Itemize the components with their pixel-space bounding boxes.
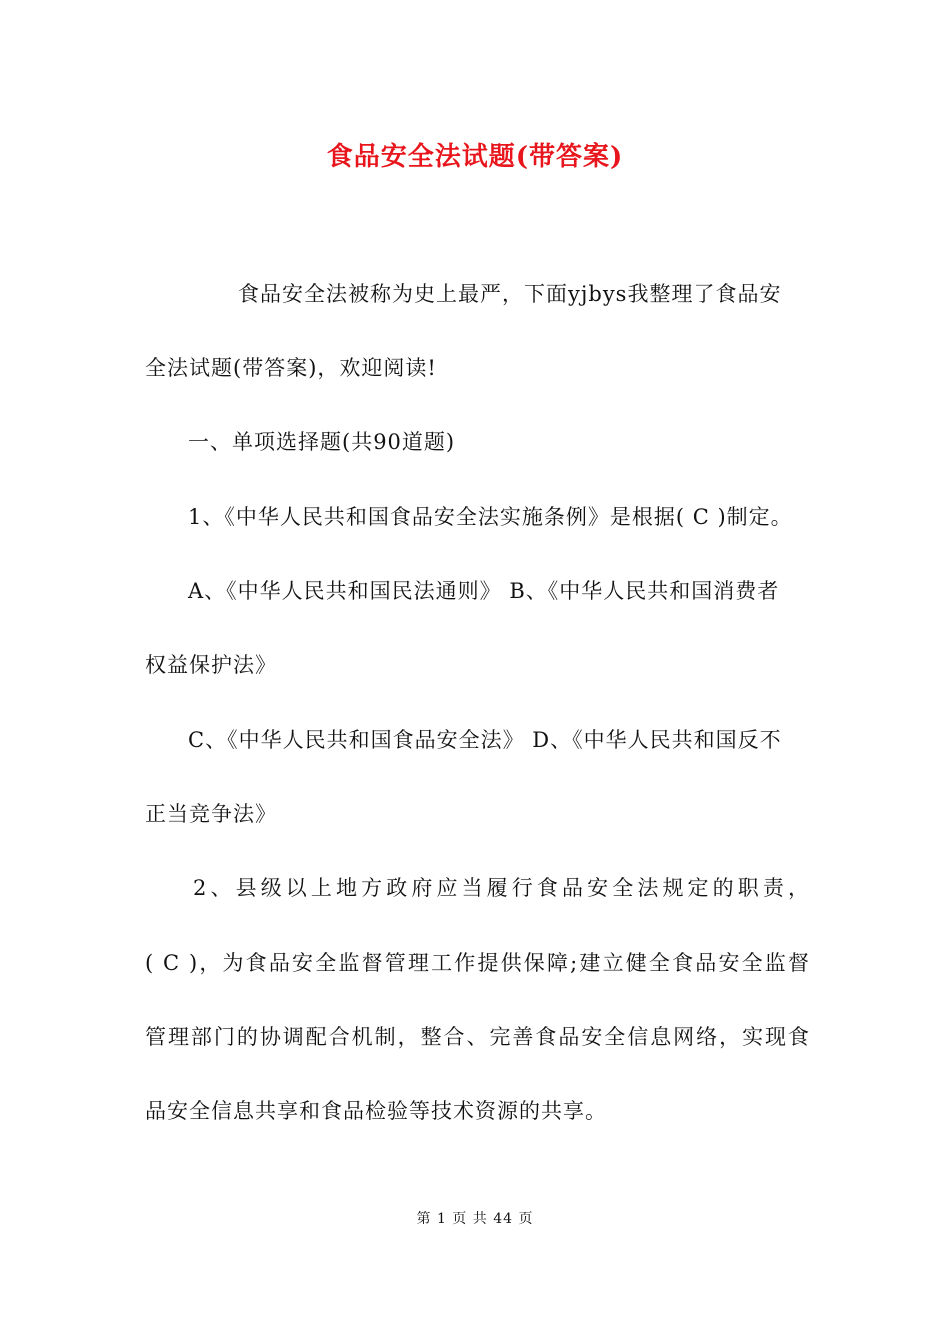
document-title: 食品安全法试题(带答案) [326,142,624,172]
question-text: 管理部门的协调配合机制，整合、完善食品安全信息网络，实现食 [145,1025,810,1049]
section-heading: 一、单项选择题(共90道题) [188,430,456,454]
question-text: ( C )，为食品安全监督管理工作提供保障;建立健全食品安全监督 [145,951,810,975]
answer-option-line: 权益保护法》 [145,653,277,677]
paragraph-line: 全法试题(带答案)，欢迎阅读! [145,356,437,380]
paragraph-line: 食品安全法被称为史上最严，下面yjbys我整理了食品安 [238,282,782,306]
question-text: 2、县级以上地方政府应当履行食品安全法规定的职责， [193,876,810,900]
answer-option-line: C、《中华人民共和国食品安全法》 D、《中华人民共和国反不 [188,728,782,752]
answer-option-line: A、《中华人民共和国民法通则》 B、《中华人民共和国消费者 [188,579,780,603]
question-text: 1、《中华人民共和国食品安全法实施条例》是根据( C )制定。 [188,505,793,529]
answer-option-line: 正当竞争法》 [145,802,277,826]
page-number: 第 1 页 共 44 页 [416,1211,534,1227]
question-text: 品安全信息共享和食品检验等技术资源的共享。 [145,1099,607,1123]
